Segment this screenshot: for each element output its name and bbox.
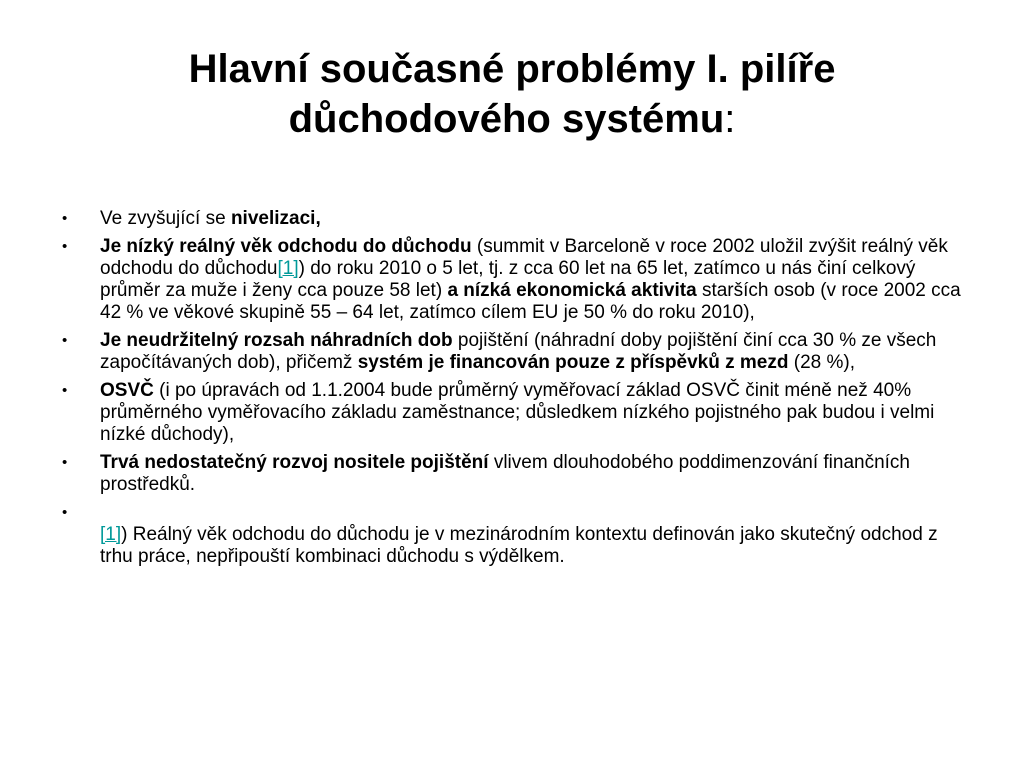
bullet-bold-text: a nízká ekonomická aktivita	[447, 280, 697, 301]
slide-title	[60, 44, 964, 144]
bullet-bold-text: Je neudržitelný rozsah náhradních dob	[100, 330, 453, 351]
bullet-icon: •	[62, 382, 68, 399]
bullet-icon: •	[62, 504, 68, 521]
bullet-text: starších osob (v roce 2002 cca 42 % ve věkové skupině 55 – 64 let, zatímco cílem EU je 50 % do roku 2010),	[100, 280, 961, 323]
bullet-text: (i po úpravách od 1.1.2004 bude průměrný vyměřovací základ OSVČ činit méně než 40% průměrného vyměřovacího základu zaměstnance; důsledkem nízkého pojistného pak budou i velmi nízké důchody),	[100, 380, 935, 445]
footnote-anchor-link[interactable]: [1]	[100, 524, 122, 545]
bullet-bold-text: nivelizaci,	[230, 208, 321, 229]
bullet-text: (28 %),	[788, 352, 856, 373]
bullet-text: pojištění (náhradní doby pojištění činí cca 30 % ze všech započítávaných dob), přičemž	[100, 330, 937, 373]
bullet-text: vlivem dlouhodobého poddimenzování finančních prostředků.	[100, 452, 910, 495]
bullet-item-nositel-pojisteni	[62, 452, 966, 496]
bullet-icon: •	[62, 332, 68, 349]
bullet-item-nivelizace	[62, 208, 966, 230]
slide-title-colon: :	[724, 97, 736, 141]
bullet-item-osvc	[62, 380, 966, 446]
bullet-icon: •	[62, 454, 68, 471]
bullet-bold-text: Je nízký reálný věk odchodu do důchodu	[100, 236, 472, 257]
bullet-item-vek-odchodu	[62, 236, 966, 324]
bullet-item-nahradni-doby	[62, 330, 966, 374]
bullet-icon: •	[62, 238, 68, 255]
bullet-icon: •	[62, 210, 68, 227]
bullet-bold-text: OSVČ	[100, 380, 154, 401]
bullet-text: (summit v Barceloně v roce 2002 uložil zvýšit reálný věk odchodu do důchodu	[100, 236, 948, 279]
footnote-line	[100, 502, 966, 524]
footnote-reference-link[interactable]: [1]	[277, 258, 299, 279]
bullet-bold-text: Trvá nedostatečný rozvoj nositele pojištění	[100, 452, 489, 473]
bullet-item-footnote	[62, 502, 966, 568]
bullet-bold-text: systém je financován pouze z příspěvků z mezd	[357, 352, 789, 373]
bullet-list	[62, 208, 966, 574]
bullet-text: Ve zvyšující se	[100, 208, 231, 229]
bullet-text: ) do roku 2010 o 5 let, tj. z cca 60 let na 65 let, zatímco u nás činí celkový průměr za muže i ženy cca pouze 58 let)	[100, 258, 916, 301]
footnote-text: ) Reálný věk odchodu do důchodu je v mezinárodním kontextu definován jako skutečný odchod z trhu práce, nepřipouští kombinaci důchodu s výdělkem.	[100, 524, 938, 567]
slide-title-text: Hlavní současné problémy I. pilíře důchodového systému	[188, 47, 836, 141]
